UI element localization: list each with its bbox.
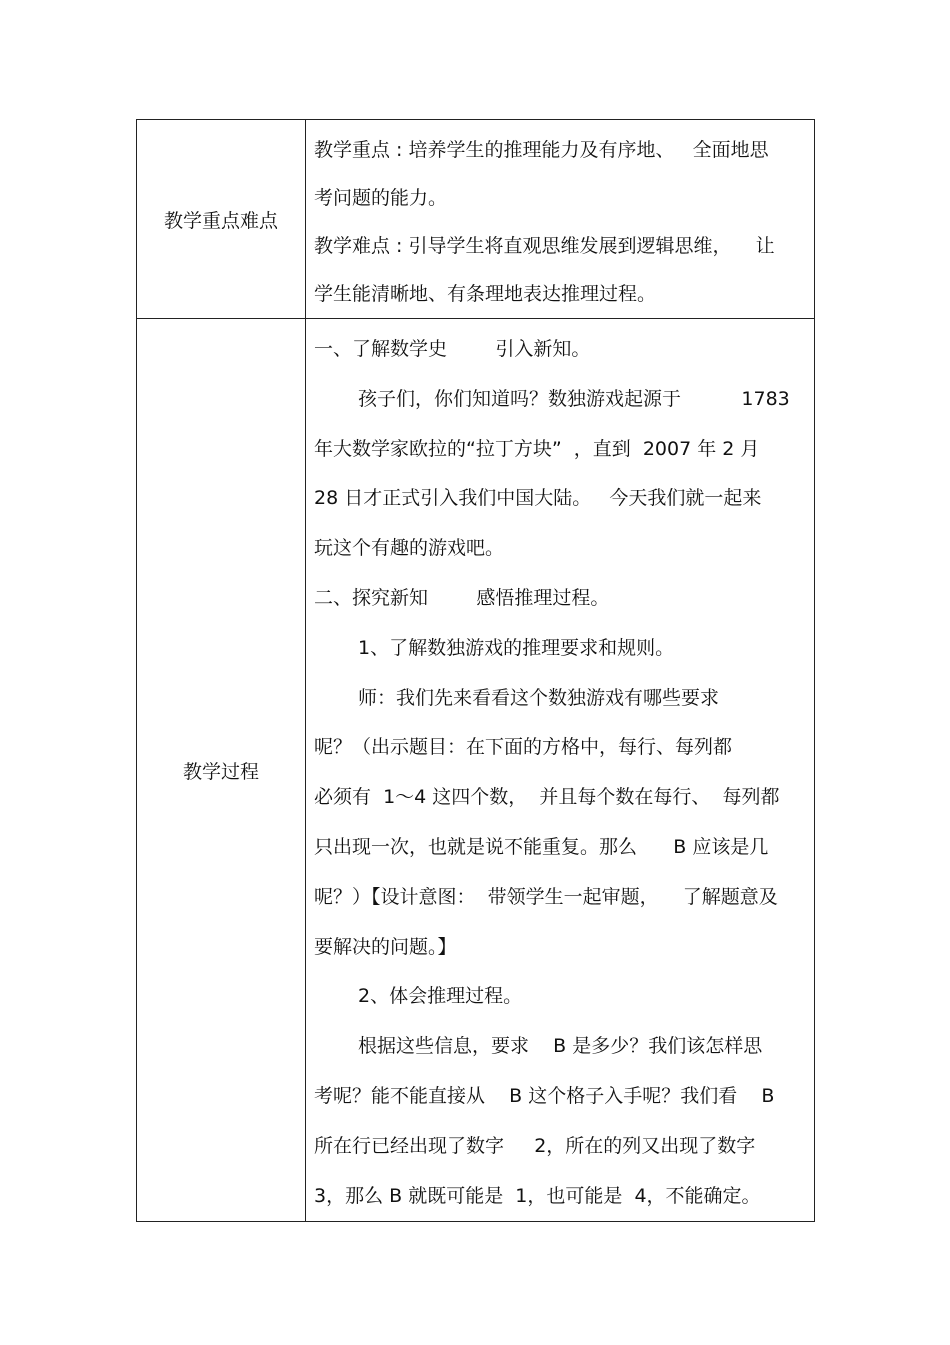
section-heading: 二、探究新知 感悟推理过程。	[314, 586, 610, 609]
key-points-row	[137, 120, 815, 319]
paragraph-line: 只出现一次，也就是说不能重复。那么 B 应该是几	[314, 835, 769, 858]
key-point-line: 考问题的能力。	[314, 187, 448, 209]
teaching-process-content	[306, 319, 815, 1222]
teaching-process-row	[137, 319, 815, 1222]
paragraph-line: 年大数学家欧拉的“拉丁方块” ，直到 2007 年 2 月	[314, 437, 760, 460]
subsection-heading: 2、体会推理过程。	[358, 985, 523, 1008]
key-points-label: 教学重点难点	[137, 120, 306, 319]
subsection-heading: 1、了解数独游戏的推理要求和规则。	[358, 636, 675, 659]
section-heading: 一、了解数学史 引入新知。	[314, 338, 591, 360]
paragraph-line: 呢？）【设计意图： 带领学生一起审题， 了解题意及	[314, 885, 778, 908]
lesson-plan-table	[136, 119, 815, 1222]
key-point-line: 教学重点 : 培养学生的推理能力及有序地、 全面地思	[314, 139, 769, 161]
paragraph-line: 3，那么 B 就既可能是 1，也可能是 4，不能确定。	[314, 1184, 761, 1207]
teaching-process-label: 教学过程	[137, 319, 306, 1222]
key-points-content	[306, 120, 815, 319]
difficulty-line: 教学难点 : 引导学生将直观思维发展到逻辑思维， 让	[314, 235, 775, 257]
paragraph-line: 28 日才正式引入我们中国大陆。 今天我们就一起来	[314, 487, 762, 510]
paragraph-line: 考呢？能不能直接从 B 这个格子入手呢？我们看 B	[314, 1084, 775, 1107]
paragraph-line: 根据这些信息，要求 B 是多少？我们该怎样思	[358, 1035, 763, 1058]
paragraph-line: 所在行已经出现了数字 2，所在的列又出现了数字	[314, 1134, 756, 1157]
paragraph-line: 孩子们，你们知道吗？数独游戏起源于 1783	[358, 387, 790, 410]
paragraph-line: 必须有 1～4 这四个数， 并且每个数在每行、 每列都	[314, 786, 780, 809]
paragraph-line: 要解决的问题。】	[314, 935, 457, 958]
paragraph-line: 玩这个有趣的游戏吧。	[314, 537, 505, 560]
paragraph-line: 呢？（出示题目：在下面的方格中，每行、每列都	[314, 736, 733, 759]
paragraph-line: 师：我们先来看看这个数独游戏有哪些要求	[358, 686, 720, 709]
difficulty-line: 学生能清晰地、有条理地表达推理过程。	[314, 283, 657, 305]
